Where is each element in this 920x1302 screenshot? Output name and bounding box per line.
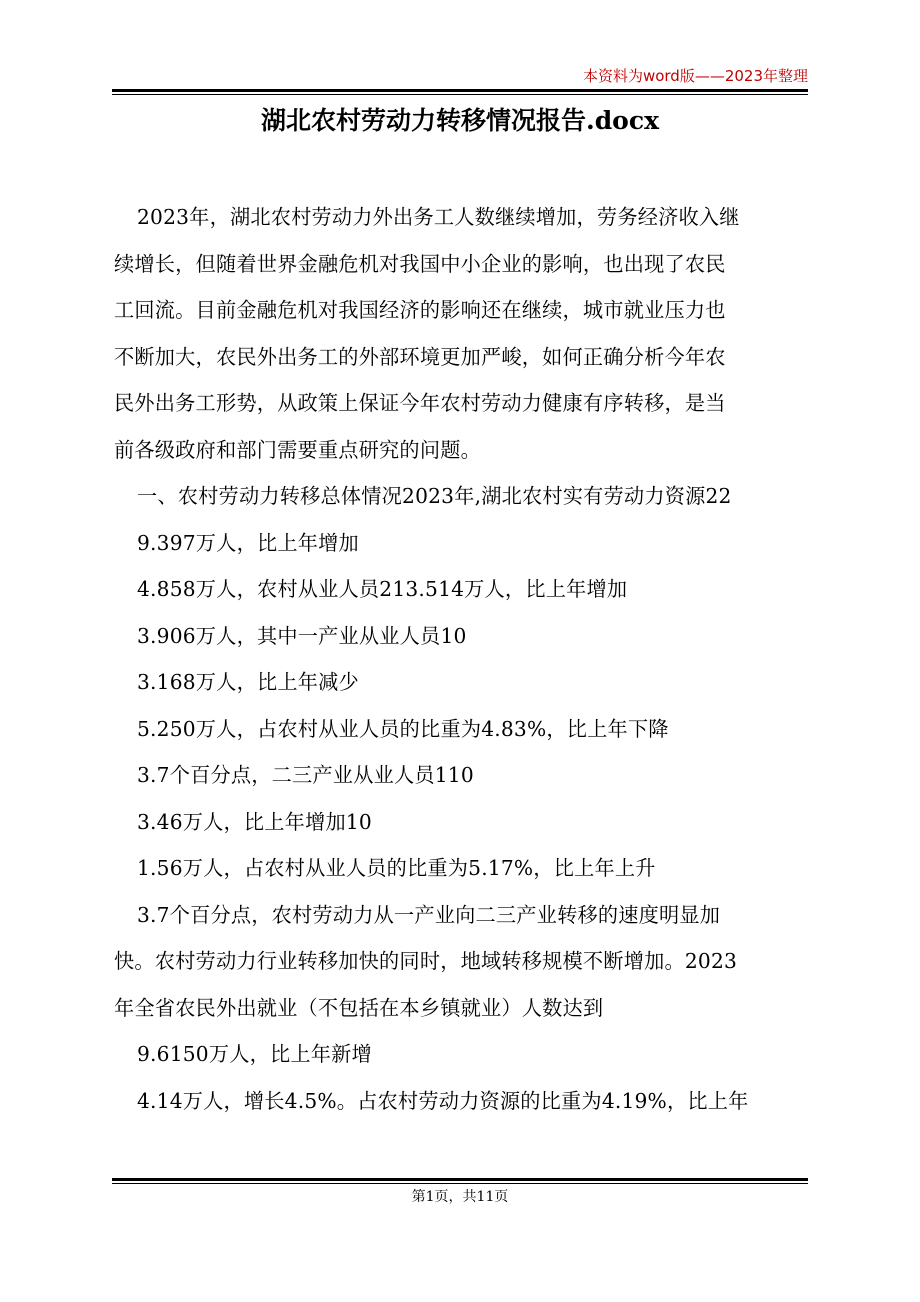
body-line: 9.6150万人，比上年新增 — [137, 1042, 372, 1066]
document-body — [114, 194, 814, 1124]
body-line: 5.250万人，占农村从业人员的比重为4.83%，比上年下降 — [137, 716, 669, 741]
body-line: 民外出务工形势，从政策上保证今年农村劳动力健康有序转移，是当 — [114, 391, 726, 415]
header-label: 本资料为word版——2023年整理 — [582, 67, 808, 85]
header-rule-thin — [112, 94, 808, 95]
body-line: 一、农村劳动力转移总体情况2023年,湖北农村实有劳动力资源22 — [137, 484, 732, 508]
body-line: 工回流。目前金融危机对我国经济的影响还在继续，城市就业压力也 — [114, 298, 726, 322]
footer-rule-thin — [112, 1183, 808, 1184]
body-line: 3.168万人，比上年减少 — [137, 670, 359, 694]
body-line: 1.56万人，占农村从业人员的比重为5.17%，比上年上升 — [137, 856, 656, 880]
body-line: 3.46万人，比上年增加10 — [137, 809, 372, 834]
body-line: 4.14万人，增长4.5%。占农村劳动力资源的比重为4.19%，比上年 — [137, 1088, 749, 1113]
body-line: 3.7个百分点，二三产业从业人员110 — [137, 763, 474, 787]
body-line: 年全省农民外出就业（不包括在本乡镇就业）人数达到 — [114, 995, 604, 1020]
body-line: 3.7个百分点，农村劳动力从一产业向二三产业转移的速度明显加 — [137, 902, 721, 927]
page-number: 第1页，共11页 — [411, 1189, 509, 1205]
body-line: 4.858万人，农村从业人员213.514万人，比上年增加 — [137, 577, 628, 601]
body-line: 3.906万人，其中一产业从业人员10 — [137, 623, 467, 648]
body-line: 2023年，湖北农村劳动力外出务工人数继续增加，劳务经济收入继 — [137, 205, 740, 229]
body-line: 快。农村劳动力行业转移加快的同时，地域转移规模不断增加。2023 — [114, 949, 738, 973]
footer-rule-thick — [112, 1178, 808, 1181]
body-line: 前各级政府和部门需要重点研究的问题。 — [114, 437, 481, 462]
header-rule-thick — [112, 89, 808, 92]
document-title: 湖北农村劳动力转移情况报告.docx — [261, 106, 659, 135]
body-line: 不断加大，农民外出务工的外部环境更加严峻，如何正确分析今年农 — [114, 344, 726, 369]
body-line: 续增长，但随着世界金融危机对我国中小企业的影响，也出现了农民 — [114, 251, 726, 276]
body-line: 9.397万人，比上年增加 — [137, 530, 359, 555]
